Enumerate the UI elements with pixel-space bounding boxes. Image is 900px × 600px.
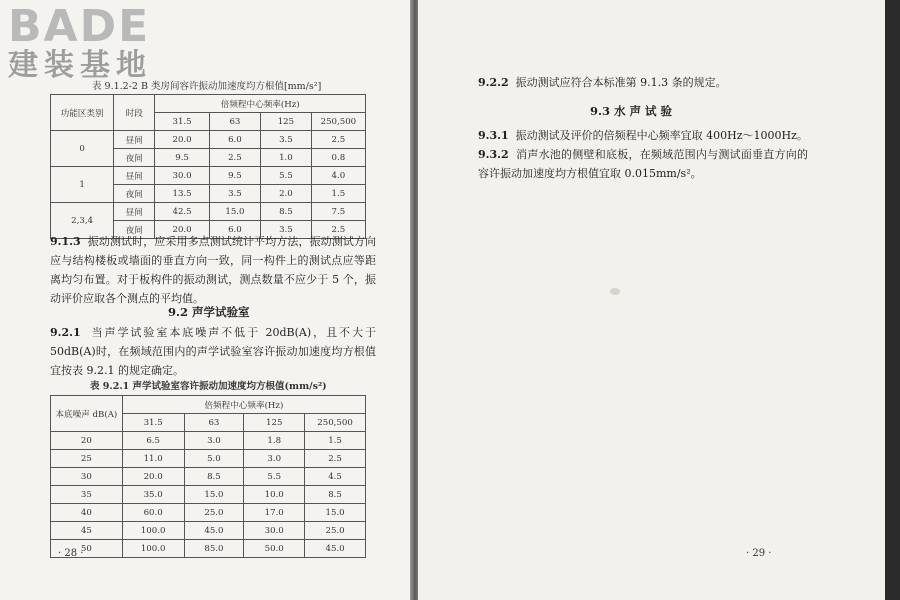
table2-value-cell: 2.5 [305,450,366,468]
clause-number: 9.3.1 [478,129,509,142]
table1-value-cell: 30.0 [155,167,210,185]
table2-value-cell: 30.0 [244,522,305,540]
section-heading-9-2: 9.2 声学试验室 [168,305,250,319]
table1-value-cell: 15.0 [209,203,260,221]
table2-value-cell: 8.5 [305,486,366,504]
logo-main-text: BADE [8,1,151,52]
table2-value-cell: 60.0 [122,504,184,522]
table1-value-cell: 6.0 [209,221,260,239]
table1-value-cell: 6.0 [209,131,260,149]
table2-noise-cell: 45 [51,522,123,540]
table2-header-freq: 倍频程中心频率(Hz) [122,396,365,414]
table2-noise-cell: 40 [51,504,123,522]
table2 [50,395,366,558]
table2-freq-cell: 250,500 [305,414,366,432]
table1-value-cell: 8.5 [261,203,312,221]
section-heading-9-3: 9.3 水 声 试 验 [590,104,673,118]
table1-value-cell: 2.5 [311,131,365,149]
table1-header-period: 时段 [114,95,155,131]
table1-zone-cell: 2,3,4 [51,203,114,239]
table1-value-cell: 2.0 [261,185,312,203]
table1-freq-cell: 125 [261,113,312,131]
table2-noise-cell: 30 [51,468,123,486]
table1-period-cell: 昼间 [114,203,155,221]
left-page [0,0,412,600]
table1-period-cell: 昼间 [114,167,155,185]
table1-freq-cell: 63 [209,113,260,131]
table2-value-cell: 85.0 [184,540,244,558]
table2-value-cell: 45.0 [305,540,366,558]
table2-value-cell: 4.5 [305,468,366,486]
table-row [51,486,366,504]
table1-header-zone: 功能区类别 [51,95,114,131]
table1-value-cell: 0.8 [311,149,365,167]
clause-text: 振动测试时，应采用多点测试统计平均方法，振动测试方向应与结构楼板或墙面的垂直方向一致，同一构件上的测试点应等距离均匀布置。对于板构件的振动测试，测点数量不应少于 5 个，振动评价应取各个测点的平均值。 [50,235,376,305]
table2-value-cell: 17.0 [244,504,305,522]
table1-value-cell: 9.5 [209,167,260,185]
table-row [51,522,366,540]
table1-period-cell: 昼间 [114,131,155,149]
table1-value-cell: 2.5 [311,221,365,239]
table-row [51,450,366,468]
table-row [51,167,366,185]
clause-number: 9.1.3 [50,235,81,248]
table1-value-cell: 20.0 [155,131,210,149]
clause-text: 当声学试验室本底噪声不低于 20dB(A)，且不大于 50dB(A)时，在频域范围内的声学试验室容许振动加速度均方根值宜按表 9.2.1 的规定确定。 [50,326,376,377]
table1-zone-cell: 1 [51,167,114,203]
table1-zone-cell: 0 [51,131,114,167]
table2-value-cell: 3.0 [184,432,244,450]
paragraph-9-1-3 [50,232,376,308]
clause-text: 振动测试及评价的倍频程中心频率宜取 400Hz～1000Hz。 [515,129,808,142]
table2-value-cell: 25.0 [305,522,366,540]
table1-value-cell: 3.5 [261,221,312,239]
clause-number: 9.3.2 [478,148,509,161]
table1-value-cell: 3.5 [209,185,260,203]
table1-value-cell: 2.5 [209,149,260,167]
table2-header-noise: 本底噪声 dB(A) [51,396,123,432]
table2-noise-cell: 25 [51,450,123,468]
table1-value-cell: 3.5 [261,131,312,149]
table2-value-cell: 35.0 [122,486,184,504]
table1-period-cell: 夜间 [114,221,155,239]
table2-value-cell: 11.0 [122,450,184,468]
table2-value-cell: 15.0 [305,504,366,522]
table1-header-freq: 倍频程中心频率(Hz) [155,95,366,113]
paper-smudge [610,288,620,295]
table1-value-cell: 13.5 [155,185,210,203]
table2-value-cell: 5.0 [184,450,244,468]
table1-period-cell: 夜间 [114,185,155,203]
paragraph-9-3-1 [478,126,808,145]
table2-noise-cell: 50 [51,540,123,558]
table2-freq-cell: 31.5 [122,414,184,432]
clause-text: 振动测试应符合本标准第 9.1.3 条的规定。 [515,76,727,89]
table2-value-cell: 1.5 [305,432,366,450]
paragraph-9-2-2 [478,73,808,92]
table2-value-cell: 100.0 [122,522,184,540]
table2-noise-cell: 35 [51,486,123,504]
table2-caption: 表 9.2.1 声学试验室容许振动加速度均方根值(mm/s²) [90,381,327,392]
table2-value-cell: 1.8 [244,432,305,450]
table1 [50,94,366,239]
book-edge [885,0,900,600]
table2-value-cell: 25.0 [184,504,244,522]
table2-value-cell: 45.0 [184,522,244,540]
paragraph-9-2-1 [50,323,376,380]
table1-value-cell: 42.5 [155,203,210,221]
table1-freq-cell: 250,500 [311,113,365,131]
table1-period-cell: 夜间 [114,149,155,167]
bade-logo [8,1,152,83]
clause-number: 9.2.2 [478,76,509,89]
table-row [51,468,366,486]
logo-sub-text: 建装基地 [8,48,152,83]
page-number-right: · 29 · [746,548,772,559]
table-row [51,540,366,558]
table2-value-cell: 50.0 [244,540,305,558]
table-row [51,131,366,149]
table2-freq-cell: 125 [244,414,305,432]
right-page [418,0,890,600]
table2-freq-cell: 63 [184,414,244,432]
table2-value-cell: 100.0 [122,540,184,558]
paragraph-9-3-2 [478,145,808,183]
table2-value-cell: 8.5 [184,468,244,486]
clause-number: 9.2.1 [50,326,81,339]
table1-value-cell: 20.0 [155,221,210,239]
table2-value-cell: 15.0 [184,486,244,504]
table1-value-cell: 7.5 [311,203,365,221]
table2-value-cell: 3.0 [244,450,305,468]
table-row [51,203,366,221]
table2-value-cell: 6.5 [122,432,184,450]
page-number-left: · 28 · [58,548,84,559]
table1-value-cell: 5.5 [261,167,312,185]
table1-value-cell: 1.0 [261,149,312,167]
table2-value-cell: 5.5 [244,468,305,486]
table1-value-cell: 9.5 [155,149,210,167]
table1-freq-cell: 31.5 [155,113,210,131]
table2-value-cell: 10.0 [244,486,305,504]
table1-value-cell: 4.0 [311,167,365,185]
table-row [51,504,366,522]
table2-noise-cell: 20 [51,432,123,450]
table1-caption: 表 9.1.2-2 B 类房间容许振动加速度均方根值[mm/s²] [92,81,322,92]
table2-value-cell: 20.0 [122,468,184,486]
table-row [51,432,366,450]
table1-value-cell: 1.5 [311,185,365,203]
clause-text: 消声水池的侧壁和底板，在频域范围内与测试面垂直方向的容许振动加速度均方根值宜取 0.015mm/s²。 [478,148,808,180]
